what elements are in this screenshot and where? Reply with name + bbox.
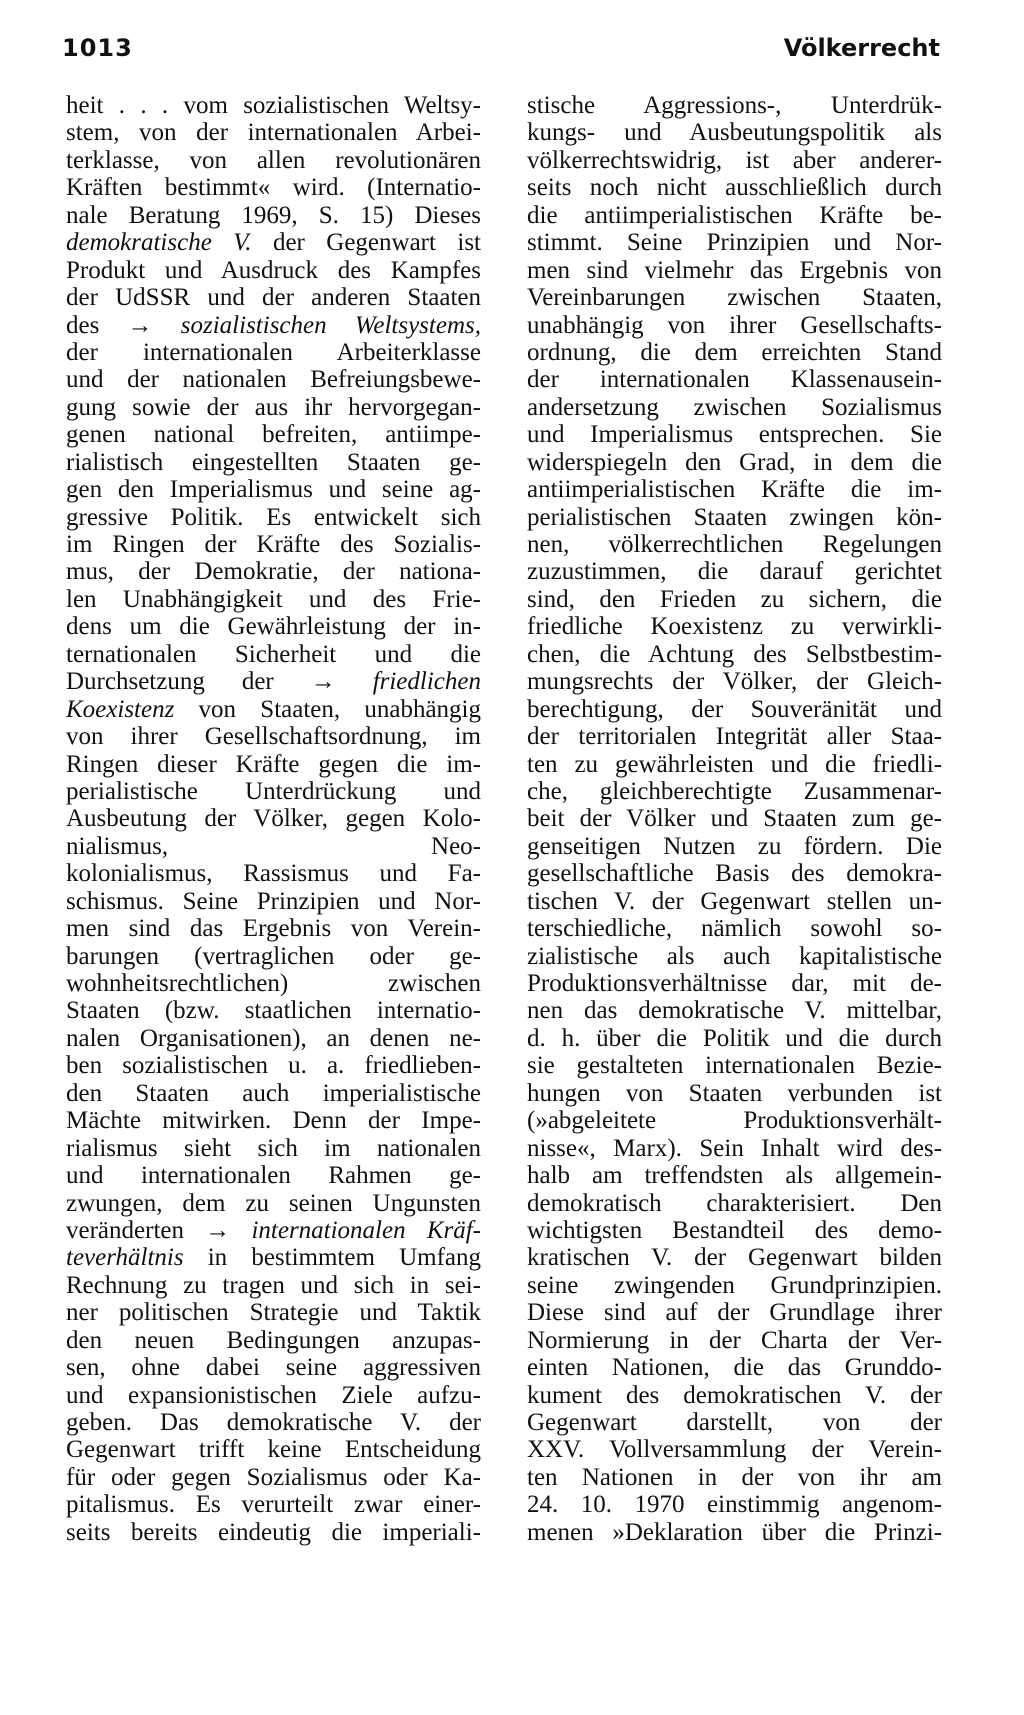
text-line [66, 339, 481, 366]
text-segment: Mächte mitwirken. Denn der Impe- [66, 1107, 481, 1135]
text-segment: zuzustimmen, die darauf gerichtet [527, 558, 942, 586]
text-line [527, 915, 942, 942]
text-line [66, 970, 481, 997]
text-segment: der UdSSR und der anderen Staaten [66, 284, 481, 312]
text-segment: einten Nationen, die das Grunddo- [527, 1354, 942, 1382]
text-line [527, 1436, 942, 1463]
text-segment: rialismus sieht sich im nationalen [66, 1134, 481, 1162]
text-segment: chen, die Achtung des Selbstbestim- [527, 640, 942, 668]
text-line [66, 1436, 481, 1463]
text-segment: wichtigsten Bestandteil des demo- [527, 1216, 942, 1244]
text-line [527, 174, 942, 201]
text-segment: sen, ohne dabei seine aggressiven [66, 1354, 481, 1382]
text-segment: und der nationalen Befreiungsbewe- [66, 366, 481, 394]
text-line [66, 257, 481, 284]
text-line [527, 1327, 942, 1354]
text-line [527, 421, 942, 448]
text-line [66, 476, 481, 503]
text-line [66, 1382, 481, 1409]
text-segment: gressive Politik. Es entwickelt sich [66, 503, 481, 531]
text-line [66, 449, 481, 476]
text-line [66, 613, 481, 640]
text-segment: kument des demokratischen V. der [527, 1381, 942, 1409]
text-segment: menen »Deklaration über die Prinzi- [527, 1518, 942, 1546]
text-line [66, 943, 481, 970]
text-segment: heit . . . vom sozialistischen Weltsy- [66, 92, 481, 119]
text-line [66, 1354, 481, 1381]
text-line [527, 147, 942, 174]
text-line [66, 641, 481, 668]
text-segment: nale Beratung 1969, S. 15) Dieses [66, 201, 481, 229]
italic-term: demokratische V. [66, 229, 252, 257]
text-segment: Durchsetzung der → [66, 668, 373, 696]
text-line [527, 1052, 942, 1079]
text-segment: ten Nationen in der von ihr am [527, 1463, 942, 1491]
text-line [527, 613, 942, 640]
text-line [66, 1190, 481, 1217]
text-line [66, 174, 481, 201]
text-line [66, 1052, 481, 1079]
text-line [66, 1327, 481, 1354]
text-segment: men sind vielmehr das Ergebnis von [527, 256, 942, 284]
text-line [66, 888, 481, 915]
text-segment: berechtigung, der Souveränität und [527, 695, 942, 723]
text-line [527, 1217, 942, 1244]
text-column-left [66, 92, 481, 1546]
text-line [66, 558, 481, 585]
text-segment: d. h. über die Politik und die durch [527, 1024, 942, 1052]
text-segment: tischen V. der Gegenwart stellen un- [527, 887, 942, 915]
text-segment: halb am treffendsten als allgemein- [527, 1162, 942, 1190]
text-line [527, 1519, 942, 1546]
text-line [66, 1464, 481, 1491]
text-line [527, 1382, 942, 1409]
text-segment: geben. Das demokratische V. der [66, 1409, 481, 1436]
text-line [66, 394, 481, 421]
text-segment: friedliche Koexistenz zu verwirkli- [527, 613, 942, 641]
text-line [66, 1409, 481, 1436]
text-line [66, 1491, 481, 1518]
text-line [527, 833, 942, 860]
text-segment: sie gestalteten internationalen Bezie- [527, 1052, 942, 1080]
text-segment: terschiedliche, nämlich sowohl so- [527, 915, 942, 943]
text-segment: den Staaten auch imperialistische [66, 1079, 481, 1107]
running-head: Völkerrecht [783, 34, 940, 62]
text-line [66, 586, 481, 613]
italic-term: friedlichen [372, 668, 481, 696]
text-segment: schismus. Seine Prinzipien und Nor- [66, 887, 481, 915]
text-line [66, 229, 481, 256]
text-segment: veränderten → [66, 1216, 252, 1244]
text-line [527, 531, 942, 558]
text-line [66, 284, 481, 311]
text-segment: der Gegenwart ist [251, 229, 481, 257]
text-segment: Ausbeutung der Völker, gegen Kolo- [66, 805, 481, 833]
text-segment: und internationalen Rahmen ge- [66, 1162, 481, 1190]
text-segment: Gegenwart trifft keine Entscheidung [66, 1436, 481, 1464]
text-line [66, 723, 481, 750]
text-segment: stimmt. Seine Prinzipien und Nor- [527, 229, 942, 257]
italic-term: teverhältnis [66, 1244, 184, 1272]
text-segment: unabhängig von ihrer Gesellschafts- [527, 311, 942, 339]
text-segment: Kräften bestimmt« wird. (Internatio- [66, 174, 481, 202]
text-segment: sind, den Frieden zu sichern, die [527, 585, 942, 613]
italic-term: sozialistischen Weltsystems, [180, 311, 481, 339]
text-segment: barungen (vertraglichen oder ge- [66, 942, 481, 970]
text-segment: zialistische als auch kapitalistische [527, 942, 942, 970]
text-line [527, 229, 942, 256]
text-segment: ordnung, die dem erreichten Stand [527, 338, 942, 366]
text-segment: der internationalen Klassenausein- [527, 366, 942, 394]
italic-term: internationalen Kräf- [251, 1216, 481, 1244]
text-line [66, 696, 481, 723]
text-line [527, 778, 942, 805]
text-line [66, 1107, 481, 1134]
text-segment: nen das demokratische V. mittelbar, [527, 997, 942, 1025]
text-line [527, 92, 942, 119]
text-line [66, 202, 481, 229]
text-segment: men sind das Ergebnis von Verein- [66, 915, 481, 943]
text-segment: dens um die Gewährleistung der in- [66, 613, 481, 641]
text-line [66, 1025, 481, 1052]
text-segment: ten zu gewährleisten und die friedli- [527, 750, 942, 778]
text-segment: nen, völkerrechtlichen Regelungen [527, 531, 942, 558]
text-segment: kratischen V. der Gegenwart bilden [527, 1244, 942, 1272]
text-line [527, 284, 942, 311]
text-segment: seine zwingenden Grundprinzipien. [527, 1271, 942, 1299]
text-segment: mus, der Demokratie, der nationa- [66, 558, 481, 586]
text-line [527, 1491, 942, 1518]
text-line [527, 449, 942, 476]
text-segment: Rechnung zu tragen und sich in sei- [66, 1271, 481, 1299]
text-line [527, 888, 942, 915]
text-line [527, 312, 942, 339]
text-line [527, 1409, 942, 1436]
text-line [527, 1135, 942, 1162]
text-line [527, 558, 942, 585]
text-line [527, 805, 942, 832]
text-line [527, 943, 942, 970]
text-segment: andersetzung zwischen Sozialismus [527, 393, 942, 421]
text-line [66, 1162, 481, 1189]
text-line [527, 997, 942, 1024]
text-line [66, 421, 481, 448]
italic-term: Koexistenz [66, 695, 175, 723]
text-line [66, 504, 481, 531]
text-line [66, 751, 481, 778]
text-line [527, 1299, 942, 1326]
text-segment: Produkt und Ausdruck des Kampfes [66, 256, 481, 284]
text-segment: perialistischen Staaten zwingen kön- [527, 503, 942, 531]
text-line [527, 1107, 942, 1134]
text-segment: kolonialismus, Rassismus und Fa- [66, 860, 481, 888]
text-line [66, 860, 481, 887]
text-segment: antiimperialistischen Kräfte die im- [527, 476, 942, 504]
text-line [66, 531, 481, 558]
text-line [527, 1162, 942, 1189]
text-line [527, 970, 942, 997]
text-line [66, 312, 481, 339]
text-line [66, 1299, 481, 1326]
text-segment: Ringen dieser Kräfte gegen die im- [66, 750, 481, 778]
text-line [527, 860, 942, 887]
text-segment: wohnheitsrechtlichen) zwischen [66, 970, 481, 997]
text-segment: Gegenwart darstellt, von der [527, 1409, 942, 1436]
text-line [66, 92, 481, 119]
text-segment: gesellschaftliche Basis des demokra- [527, 860, 942, 888]
text-segment: im Ringen der Kräfte des Sozialis- [66, 531, 481, 558]
text-line [527, 586, 942, 613]
text-segment: von ihrer Gesellschaftsordnung, im [66, 723, 481, 751]
text-segment: gen den Imperialismus und seine ag- [66, 476, 481, 504]
text-line [66, 1244, 481, 1271]
text-line [66, 805, 481, 832]
text-segment: che, gleichberechtigte Zusammenar- [527, 777, 942, 805]
text-segment: und Imperialismus entsprechen. Sie [527, 421, 942, 449]
text-segment: der territorialen Integrität aller Staa- [527, 723, 942, 751]
text-segment: kungs- und Ausbeutungspolitik als [527, 119, 942, 147]
text-segment: XXV. Vollversammlung der Verein- [527, 1436, 942, 1464]
text-segment: seits bereits eindeutig die imperiali- [66, 1518, 481, 1546]
text-segment: beit der Völker und Staaten zum ge- [527, 805, 942, 833]
text-segment: völkerrechtswidrig, ist aber anderer- [527, 146, 942, 174]
text-segment: den neuen Bedingungen anzupas- [66, 1326, 481, 1354]
text-line [527, 641, 942, 668]
text-line [66, 1217, 481, 1244]
text-segment: stische Aggressions-, Unterdrük- [527, 92, 942, 119]
text-line [527, 751, 942, 778]
text-line [527, 202, 942, 229]
text-line [527, 119, 942, 146]
text-segment: widerspiegeln den Grad, in dem die [527, 448, 942, 476]
text-segment: Staaten (bzw. staatlichen internatio- [66, 997, 481, 1025]
text-segment: Produktionsverhältnisse dar, mit de- [527, 970, 942, 997]
text-segment: nisse«, Marx). Sein Inhalt wird des- [527, 1134, 942, 1162]
text-segment: Normierung in der Charta der Ver- [527, 1326, 942, 1354]
text-line [527, 1272, 942, 1299]
text-segment: demokratisch charakterisiert. Den [527, 1189, 942, 1217]
text-segment: nalen Organisationen), an denen ne- [66, 1024, 481, 1052]
text-line [527, 1354, 942, 1381]
text-line [527, 696, 942, 723]
text-segment: des → [66, 311, 181, 339]
text-segment: mungsrechts der Völker, der Gleich- [527, 668, 942, 696]
text-segment: stem, von der internationalen Arbei- [66, 119, 481, 147]
text-line [66, 1272, 481, 1299]
text-line [527, 504, 942, 531]
text-line [527, 339, 942, 366]
text-segment: zwungen, dem zu seinen Ungunsten [66, 1189, 481, 1217]
text-line [527, 668, 942, 695]
text-line [527, 366, 942, 393]
text-segment: gung sowie der aus ihr hervorgegan- [66, 393, 481, 421]
text-line [66, 915, 481, 942]
text-column-right [527, 92, 942, 1546]
text-segment: genseitigen Nutzen zu fördern. Die [527, 832, 942, 860]
text-line [66, 147, 481, 174]
text-segment: genen national befreiten, antiimpe- [66, 421, 481, 449]
text-segment: nialismus, Neo- [66, 832, 481, 860]
text-line [66, 119, 481, 146]
text-segment: pitalismus. Es verurteilt zwar einer- [66, 1491, 481, 1519]
text-line [527, 257, 942, 284]
text-segment: perialistische Unterdrückung und [66, 777, 481, 805]
text-line [527, 1244, 942, 1271]
text-segment: seits noch nicht ausschließlich durch [527, 174, 942, 202]
text-segment: hungen von Staaten verbunden ist [527, 1079, 942, 1107]
text-line [527, 723, 942, 750]
text-segment: ben sozialistischen u. a. friedlieben- [66, 1052, 481, 1080]
text-segment: len Unabhängigkeit und des Frie- [66, 585, 481, 613]
text-segment: Vereinbarungen zwischen Staaten, [527, 284, 942, 312]
text-line [66, 833, 481, 860]
text-segment: ternationalen Sicherheit und die [66, 640, 481, 668]
text-segment: für oder gegen Sozialismus oder Ka- [66, 1463, 481, 1491]
text-segment: (»abgeleitete Produktionsverhält- [527, 1107, 942, 1135]
text-line [66, 1080, 481, 1107]
text-segment: ner politischen Strategie und Taktik [66, 1299, 481, 1327]
text-segment: die antiimperialistischen Kräfte be- [527, 201, 942, 229]
text-segment: 24. 10. 1970 einstimmig angenom- [527, 1491, 942, 1519]
page-number: 1013 [62, 34, 133, 62]
text-line [66, 668, 481, 695]
text-segment: der internationalen Arbeiterklasse [66, 338, 481, 366]
text-line [527, 394, 942, 421]
text-segment: terklasse, von allen revolutionären [66, 146, 481, 174]
text-segment: von Staaten, unabhängig [174, 695, 481, 723]
text-line [527, 476, 942, 503]
text-line [527, 1464, 942, 1491]
text-line [66, 1519, 481, 1546]
text-segment: rialistisch eingestellten Staaten ge- [66, 448, 481, 476]
text-line [66, 778, 481, 805]
text-line [66, 1135, 481, 1162]
text-line [527, 1190, 942, 1217]
text-segment: in bestimmtem Umfang [183, 1244, 481, 1272]
text-line [527, 1025, 942, 1052]
text-segment: Diese sind auf der Grundlage ihrer [527, 1299, 942, 1327]
text-line [66, 997, 481, 1024]
text-line [66, 366, 481, 393]
text-line [527, 1080, 942, 1107]
text-segment: und expansionistischen Ziele aufzu- [66, 1381, 481, 1409]
